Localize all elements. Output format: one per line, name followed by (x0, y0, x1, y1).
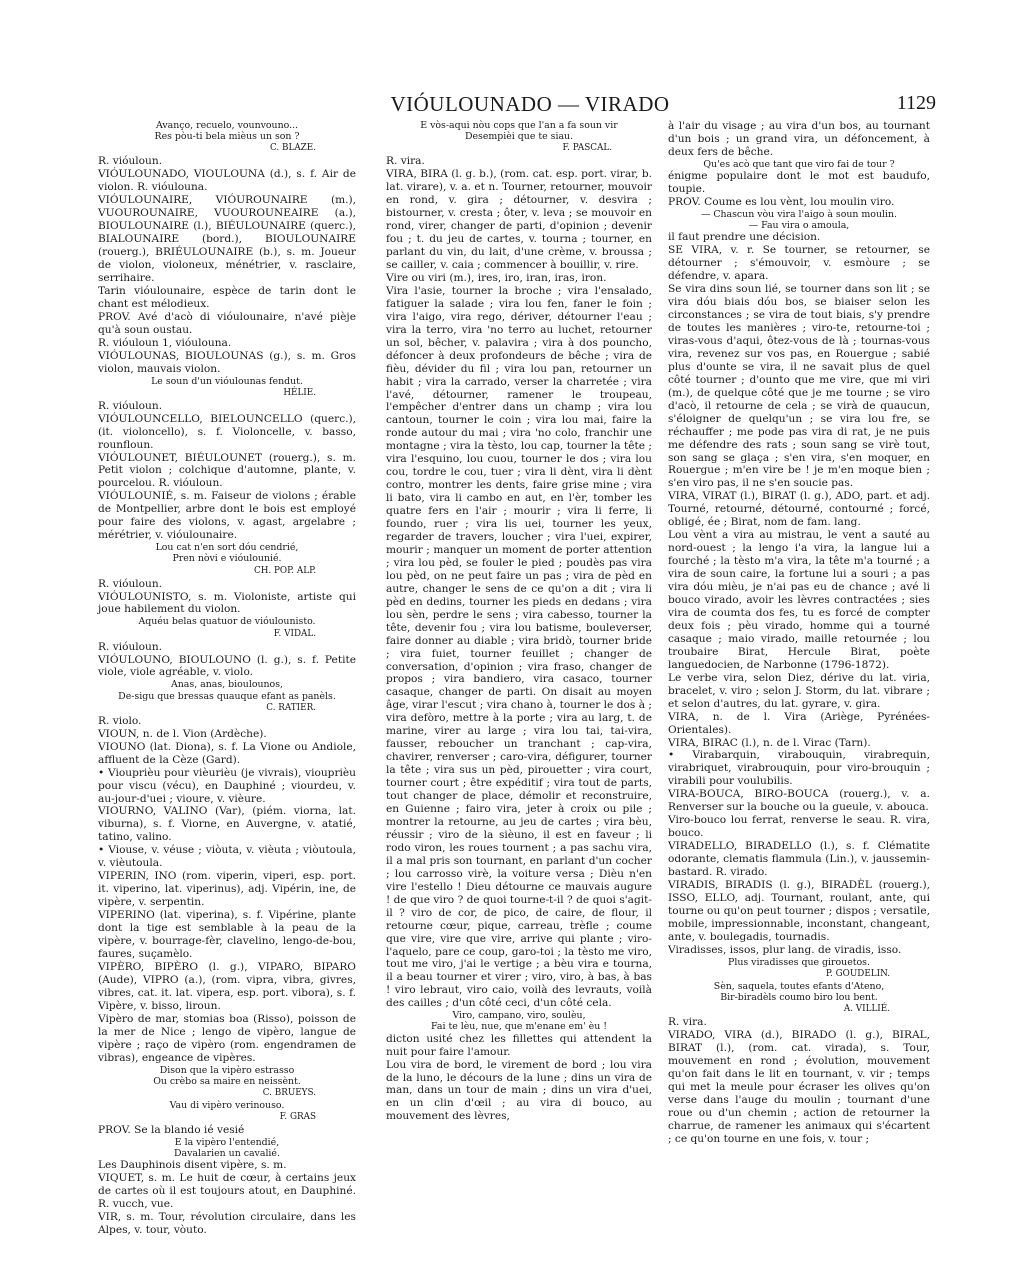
quotation-line: Fai te lèu, nue, que m'enane em' èu ! (431, 1021, 607, 1033)
dictionary-entry: Lou vira de bord, le virement de bord ; lou vira de la luno, le décours de la lune ; dins un vira de man, dans un tour de main ; dins un vira d'uei, en un clin d'œil ; au vira di bouco, au mouvement des lèvres, (386, 1058, 652, 1123)
quotation-author: CH. POP. ALP. (254, 565, 316, 576)
dictionary-entry: VIÓULOUNO, BIOULOUNO (l. g.), s. f. Petite viole, viole agréable, v. violo. (98, 653, 356, 679)
quotation-line: Bir-biradèls coumo biro lou bent. (720, 992, 878, 1004)
quotation-line: E vòs-aqui nòu cops que l'an a fa soun vir (420, 120, 618, 131)
dictionary-entry: R. vióuloun 1, vióulouna. (98, 336, 232, 349)
dictionary-entry: Vipèro de mar, stomias boa (Risso), poisson de la mer de Nice ; lengo de vipèro, langue de vipère ; raço de vipèro (rom. engendramen de vibras), engeance de vipères. (98, 1012, 356, 1064)
dictionary-entry: PROV. Avé d'acò di vióulounaire, n'avé pièje qu'à soun oustau. (98, 310, 356, 336)
quotation-line: Viro, campano, viro, soulèu, (452, 1010, 586, 1022)
dictionary-entry: R. violo. (98, 714, 142, 727)
dictionary-entry: VIRA, BIRA (l. g. b.), (rom. cat. esp. port. virar, b. lat. virare), v. a. et n. Tourner, retourner, mouvoir en rond, v. gira ; détourner, v. desvira ; bistourner, v. cresta ; ôter, v. leva ; se mouvoir en rond, virer, changer de parti, d'opinion ; devenir fou ; t. du jeu de cartes, v. tourna ; tourner, en parlant du vin, du lait, d'une crème, v. broussa ; se cailler, v. caia ; commencer à bouillir, v. rire. (386, 168, 652, 271)
dictionary-entry: VIOURNO, VALINO (Var), (piém. viorna, lat. viburna), s. f. Viorne, en Auvergne, v. atatié, tatino, valino. (98, 805, 356, 844)
quotation-line: Pren nòvi e vióulounié. (172, 553, 282, 565)
page-number: 1129 (896, 92, 936, 114)
quotation-line: — Fau vira o amoula, (748, 220, 850, 232)
dictionary-entry: VIÓULOUNISTO, s. m. Violoniste, artiste qui joue habilement du violon. (98, 590, 356, 616)
dictionary-entry: énigme populaire dont le mot est baudufo, toupie. (668, 170, 930, 196)
quotation-line: Desempièi que te siau. (464, 131, 574, 143)
quotation-line: Res pòu-ti bela mièus un son ? (154, 131, 300, 143)
quotation-line: — Chascun vòu vira l'aigo à soun moulin. (700, 208, 898, 220)
column-1 (98, 120, 356, 1237)
quotation-line: Anas, anas, bioulounos, (171, 679, 283, 691)
quotation-line: E la vipèro l'entendié, (174, 1137, 280, 1148)
dictionary-entry: • Viouprièu pour vièurièu (je vivrais), viouprièu pour viscu (vécu), en Dauphiné ; viourdeu, v. au-jour-d'uei ; vioure, v. vièure. (98, 766, 356, 805)
column-2 (386, 120, 652, 1123)
column-3 (668, 120, 930, 1146)
dictionary-entry: R. vióuloun. (98, 399, 163, 412)
quotation-line: Aquéu belas quatuor de vióulounisto. (138, 616, 316, 628)
dictionary-entry: VIPÈRO, BIPÈRO (l. g.), VIPARO, BIPARO (Aude), VIPRO (a.), (rom. vipra, vibra, givres, vibres, cat. it. lat. vipera, esp. port. vibora), s. f. Vipère, v. bisso, liroun. (98, 960, 356, 1012)
quotation-line: Qu'es acò que tant que viro fai de tour ? (703, 158, 895, 170)
quotation-line: Davalarien un cavalié. (174, 1148, 280, 1160)
quotation-line: Vau di vipèro verinouso. (169, 1099, 285, 1111)
dictionary-entry: VIRA, n. de l. Vira (Ariège, Pyrénées-Orientales). (668, 710, 930, 736)
dictionary-entry: Viradisses, issos, plur lang. de viradis, isso. (668, 943, 902, 956)
dictionary-entry: Se vira dins soun lié, se tourner dans son lit ; se vira dóu biais dóu bos, se biaiser selon les circonstances ; se vira de tout biais, s'y prendre de toutes les manières ; viro-te, retourne-toi ; viras-vous d'aqui, ôtez-vous de là ; tournas-vous vira, revenez sur vos pas, en Rouergue ; sabié plus d'ounte se vira, il ne savait plus de quel côté tourner ; d'ounto que me vire, que mi viri (m.), de quelque côté que je me tourne ; se viro d'acò, il retourne de cela ; se virà de quaucun, s'éloigner de quelqu'un ; se vira lou fre, se réchauffer ; me pode pas vira di rat, je ne puis me défendre des rats ; soun sang se virè tout, son sang se glaça ; s'en vira, s'en moquer, en Rouergue ; m'en vire be ! je m'en moque bien ; s'en viro pas, il ne s'en soucie pas. (668, 283, 930, 490)
page-header (0, 92, 1024, 116)
dictionary-entry: SE VIRA, v. r. Se tourner, se retourner, se détourner ; s'émouvoir, v. esmòure ; se défendre, v. apara. (668, 244, 930, 283)
quotation-author: C. BRUEYS. (262, 1087, 316, 1098)
dictionary-entry: R. vióuloun. (98, 640, 163, 653)
dictionary-entry: VIÓULOUNCELLO, BIELOUNCELLO (querc.), (it. violoncello), s. f. Violoncelle, v. basso, rounfloun. (98, 412, 356, 451)
quotation-line: Plus viradisses que girouetos. (728, 956, 870, 968)
dictionary-entry: Les Dauphinois disent vipère, s. m. (98, 1159, 287, 1172)
running-title: VIÓULOUNADO — VIRADO (390, 92, 670, 116)
quotation-author: HÉLIE. (283, 387, 316, 398)
dictionary-entry: VIPERINO (lat. viperina), s. f. Vipérine, plante dont la tige est semblable à la peau de la vipère, v. bourrage-fèr, clavelino, lengo-de-bou, faures, suçamèlo. (98, 909, 356, 960)
dictionary-entry: Vira l'asie, tourner la broche ; vira l'ensalado, fatiguer la salade ; vira lou fen, faner le foin ; vira l'aigo, vira rego, dériver, détourner l'eau ; vira la terro, vira 'no terro au luchet, retourner un sol, bêcher, v. palavira ; vira à dos pouncho, défoncer à deux profondeurs de bêche ; vira de fièu, dévider du fil ; vira lou pan, retourner un habit ; vira la carrado, verser la charretée ; vira l'avé, détourner, ramener le troupeau, l'empêcher d'entrer dans un champ ; vira lou cantoun, tourner le coin ; vira lou mai, faire la ronde autour du mai ; vira 'no colo, franchir une montagne ; vira la tèsto, lou cap, tourner la tête ; vira l'esquino, lou cuou, tourner le dos ; vira lou cou, tordre le cou, tuer ; vira li dènt, vira li dènt contro, montrer les dents, faire grise mine ; vira li bato, vira li cambo en aut, en l'èr, tomber les quatre fers en l'air ; mourir ; vira li ferre, li foundo, ruer ; vira lis uei, tourner les yeux, regarder de travers, loucher ; vira l'uei, expirer, mourir ; manquer un moment de porter attention ; vira lou pèd, se fouler le pied ; poudès pas vira lou pèd, on ne peut faire un pas ; vira de pèd en autre, changer le sens de ce qu'on a dit ; vira li pèd en dedins, tourner les pieds en dedans ; vira lou sèn, perdre le sens ; vira cabesso, tourner la tête, devenir fou ; vira lou batisme, bouleverser, faire donner au diable ; vira bridò, tourner bride ; vira fuiet, tourner feuillet ; changer de conversation, d'opinion ; vira fraso, changer de propos ; vira bandiero, vira casaco, tourner casaque, changer de parti. On disait au moyen âge, virar l'escut ; vira chano à, tourner le dos à ; vira defòro, mettre à la porte ; vira au larg, t. de marine, virer au large ; vira lou tai, tai-vira, fausser, reboucher un tranchant ; cap-vira, chavirer, renverser ; caro-vira, défigurer, tourner la tête ; vira sus un pèd, pirouetter ; vira court, tourner court ; être expéditif ; vira tout de parts, tout changer de place, démolir et reconstruire, en Guienne ; fairo vira, jeter à croix ou pile ; montrer la retourne, au jeu de cartes ; vira bèu, réussir ; viro de la sièuno, il est en faveur ; li rodo viron, les roues tournent ; a pas sachu vira, il a mal pris son tournant, en parlant d'un cocher ; lou carrosso virè, la voiture versa ; Dièu n'en vire l'estello ! Dieu détourne ce mauvais augure ! de que viro ? de quoi tourne-t-il ? de quoi s'agit-il ? viro de cor, de pico, de caire, de flour, il retourne cœur, pique, carreau, trèfle ; coume que vire, vire que vire, arrive qui plante ; viro-l'aquelo, pare ce coup, garo-toi ; la tèsto me viro, tout me viro, j'ai le vertige ; a bèu vira e tourna, il a beau tourner et virer ; viro, viro, à bas, à bas ! viro lebraut, viro caio, voilà des levrauts, voilà des cailles ; d'un côté ceci, d'un côté cela. (386, 284, 652, 1010)
quotation-author: F. VIDAL. (273, 628, 316, 639)
dictionary-entry: VIÓULOUNET, BIÉULOUNET (rouerg.), s. m. Petit violon ; colchique d'automne, plante, v. pourcelou. R. vióuloun. (98, 451, 356, 490)
quotation-line: Dison que la vipèro estrasso (159, 1064, 295, 1076)
dictionary-entry: R. vióuloun. (98, 155, 163, 168)
dictionary-entry: Lou vènt a vira au mistrau, le vent a sauté au nord-ouest ; la lengo i'a vira, la langue lui a fourché ; la tèsto m'a vira, la tête m'a tourné ; a vira de soun caire, la fortune lui a souri ; a pas vira dóu mièu, je n'ai pas eu de chance ; avé li bouco virado, avoir les lèvres contractées ; sies vira de coumta dos fes, tu es forcé de compter deux fois ; pèu virado, homme qui a tourné casaque ; maio virado, maille retournée ; lou troubaire Birat, Hercule Birat, poète languedocien, de Narbonne (1796-1872). (668, 529, 930, 671)
quotation-author: P. GOUDELIN. (825, 968, 890, 979)
dictionary-entry: Tarin vióulounaire, espèce de tarin dont le chant est mélodieux. (98, 284, 356, 310)
dictionary-entry: VIÓULOUNAIRE, VIÓUROUNAIRE (m.), VUOUROUNAIRE, VUOUROUNEAIRE (a.), BIOULOUNAIRE (l.), BIÉULOUNAIRE (querc.), BIALOUNAIRE (bord.), BIOULOUNAIRE (rouerg.), BRIÉULOUNAIRE (b.), s. m. Joueur de violon, violoneux, ménétrier, v. rasclaire, serrihaire. (98, 194, 356, 284)
dictionary-entry: R. vióuloun. (98, 577, 163, 590)
dictionary-entry: R. vira. (668, 1016, 707, 1029)
quotation-author: A. VILLIÉ. (843, 1004, 890, 1015)
quotation-line: Le soun d'un vióulounas fendut. (151, 375, 303, 387)
dictionary-entry: R. vira. (386, 155, 425, 168)
quotation-line: Avanço, recuelo, vounvouno... (155, 120, 299, 131)
dictionary-entry: VIRA-BOUCA, BIRO-BOUCA (rouerg.), v. a. Renverser sur la bouche ou la gueule, v. abouca. (668, 788, 930, 814)
quotation-author: C. BLAZE. (270, 143, 316, 154)
dictionary-entry: VIR, s. m. Tour, révolution circulaire, dans les Alpes, v. tour, vòuto. (98, 1211, 356, 1237)
dictionary-entry: VIRADO, VIRA (d.), BIRADO (l. g.), BIRAL, BIRAT (l.), (rom. cat. virada), s. Tour, mouvement en rond ; évolution, mouvement qu'on fait dans le lit en tournant, v. vir ; temps qui met la meule pour écraser les olives qu'on verse dans l'auge du moulin ; tournant d'une roue ou d'un chemin ; action de retourner la charrue, de ramener les animaux qui s'écartent ; ce qu'on tourne en une fois, v. tour ; (668, 1029, 930, 1145)
dictionary-entry: VIRA, BIRAC (l.), n. de l. Virac (Tarn). (668, 736, 871, 749)
quotation-line: Lou cat n'en sort dóu cendrié, (155, 542, 299, 554)
dictionary-entry: VIOUNO (lat. Diona), s. f. La Vione ou Andiole, affluent de la Cèze (Gard). (98, 740, 356, 766)
quotation-line: De-sigu que bressas quauque efant as panèls. (118, 690, 336, 702)
dictionary-entry: VIRA, VIRAT (l.), BIRAT (l. g.), ADO, part. et adj. Tourné, retourné, détourné, contourné ; forcé, obligé, ée ; Birat, nom de fam. lang. (668, 490, 930, 529)
quotation-author: F. PASCAL. (562, 143, 612, 154)
dictionary-entry: PROV. Coume es lou vènt, lou moulin viro. (668, 195, 895, 208)
dictionary-entry: VIQUET, s. m. Le huit de cœur, à certains jeux de cartes où il est toujours atout, en Dauphiné. R. vucch, vue. (98, 1172, 356, 1211)
quotation-line: Sèn, saquela, toutes efants d'Ateno, (713, 980, 885, 992)
dictionary-entry: il faut prendre une décision. (668, 231, 821, 244)
dictionary-entry: VIÓULOUNIÉ, s. m. Faiseur de violons ; érable de Montpellier, arbre dont le bois est employé pour faire des violons, v. agast, argelabre ; mérétrier, v. vióulounaire. (98, 490, 356, 542)
dictionary-entry: VIÓULOUNAS, BIOULOUNAS (g.), s. m. Gros violon, mauvais violon. (98, 349, 356, 375)
quotation-author: F. GRAS (279, 1112, 316, 1123)
dictionary-entry: VIRADIS, BIRADIS (l. g.), BIRADÈL (rouerg.), ISSO, ELLO, adj. Tournant, roulant, ante, qui tourne ou qu'on peut tourner ; dispos ; versatile, mobile, impressionnable, inconstant, changeant, ante, v. boulegadis, tournadis. (668, 878, 930, 943)
dictionary-entry: dicton usité chez les fillettes qui attendent la nuit pour faire l'amour. (386, 1032, 652, 1058)
dictionary-entry: à l'air du visage ; au vira d'un bos, au tournant d'un bois ; un grand vira, un défoncement, à deux fers de bêche. (668, 120, 930, 158)
quotation-author: C. RATIER. (266, 702, 316, 713)
dictionary-entry: • Virabarquin, virabouquin, virabrequin, virabriquet, virabrouquin, pour viro-brouquin ; virabili pour voulubilis. (668, 749, 930, 788)
dictionary-entry: VIPERIN, INO (rom. viperin, viperi, esp. port. it. viperino, lat. viperinus), adj. Vipérin, ine, de vipère, v. serpentin. (98, 870, 356, 909)
dictionary-entry: VIOUN, n. de l. Vion (Ardèche). (98, 727, 267, 740)
dictionary-entry: VIRADELLO, BIRADELLO (l.), s. f. Clématite odorante, clematis flammula (Lin.), v. jaussemin-bastard. R. virado. (668, 840, 930, 879)
dictionary-entry: Le verbe vira, selon Diez, dérive du lat. viria, bracelet, v. viro ; selon J. Storm, du lat. vibrare ; et selon d'autres, du lat. gyrare, v. gira. (668, 671, 930, 710)
dictionary-entry: • Viouse, v. véuse ; viòuta, v. vièuta ; viòutoula, v. vièutoula. (98, 844, 356, 870)
dictionary-entry: Viro-bouco lou ferrat, renverse le seau. R. vira, bouco. (668, 814, 930, 840)
quotation-line: Ou crèbo sa maire en neissènt. (153, 1075, 301, 1087)
dictionary-entry: VIÓULOUNADO, VIOULOUNA (d.), s. f. Air de violon. R. vióulouna. (98, 168, 356, 194)
dictionary-entry: PROV. Se la blando ié vesié (98, 1124, 245, 1137)
dictionary-entry: Vire ou viri (m.), ires, iro, iran, iras, iron. (386, 271, 607, 284)
